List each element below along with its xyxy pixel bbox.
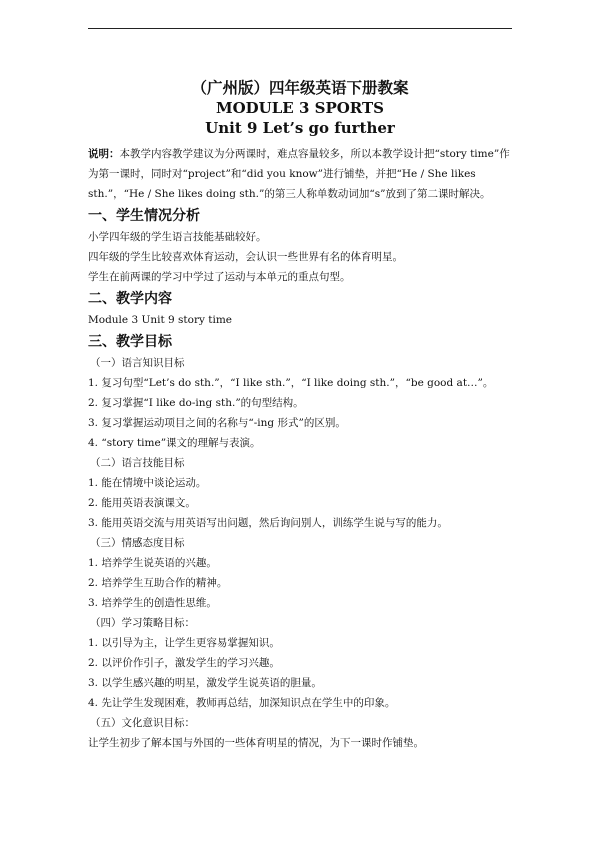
section-1-line: 四年级的学生比较喜欢体育运动，会认识一些世界有名的体育明星。 — [88, 251, 403, 263]
objective-item: 1. 复习句型“Let’s do sth.”，“I like sth.”，“I like doing sth.”，“be good at…”。 — [88, 377, 494, 389]
objective-item: 1. 培养学生说英语的兴趣。 — [88, 557, 217, 569]
document-body — [88, 78, 512, 753]
objective-item: 4. “story time”课文的理解与表演。 — [88, 437, 261, 449]
section-1-line: 学生在前两课的学习中学过了运动与本单元的重点句型。 — [88, 271, 351, 283]
objective-item: 3. 能用英语交流与用英语写出问题，然后询问别人，训练学生说与写的能力。 — [88, 517, 448, 529]
objective-group-title: （四）学习策略目标： — [90, 617, 195, 629]
section-1-heading: 一、学生情况分析 — [88, 208, 200, 224]
objective-group-title: （一）语言知识目标 — [90, 357, 185, 369]
objective-item: 2. 能用英语表演课文。 — [88, 497, 196, 509]
section-2-heading: 二、教学内容 — [88, 291, 172, 307]
objective-item: 2. 复习掌握“I like do-ing sth.”的句型结构。 — [88, 397, 304, 409]
note-text: 本教学内容教学建议为分两课时，难点容量较多，所以本教学设计把“story time”作为第一课时，同时对“project”和“did you know”进行铺垫，并把“He / She likes sth.”，“He / She likes doing sth.”的第三人称单数动词加“s”放到了第二课时解决。 — [88, 148, 510, 200]
doc-title: （广州版）四年级英语下册教案 — [191, 78, 409, 97]
objective-item: 让学生初步了解本国与外国的一些体育明星的情况，为下一课时作铺垫。 — [88, 737, 424, 749]
objective-group-title: （五）文化意识目标： — [90, 717, 195, 729]
objective-item: 2. 培养学生互助合作的精神。 — [88, 577, 228, 589]
objective-item: 3. 培养学生的创造性思维。 — [88, 597, 217, 609]
section-3-heading: 三、教学目标 — [88, 334, 172, 350]
objective-item: 2. 以评价作引子，激发学生的学习兴趣。 — [88, 657, 280, 669]
note-paragraph — [88, 144, 512, 204]
section-2-line: Module 3 Unit 9 story time — [88, 314, 232, 326]
objective-item: 3. 复习掌握运动项目之间的名称与“-ing 形式”的区别。 — [88, 417, 346, 429]
objective-item: 1. 能在情境中谈论运动。 — [88, 477, 207, 489]
objective-group-title: （三）情感态度目标 — [90, 537, 185, 549]
objective-group-title: （二）语言技能目标 — [90, 457, 185, 469]
section-1-line: 小学四年级的学生语言技能基础较好。 — [88, 231, 267, 243]
note-label: 说明： — [88, 148, 120, 160]
objective-item: 1. 以引导为主，让学生更容易掌握知识。 — [88, 637, 280, 649]
module-title: MODULE 3 SPORTS — [216, 99, 384, 117]
objective-item: 4. 先让学生发现困难，教师再总结，加深知识点在学生中的印象。 — [88, 697, 396, 709]
header-rule — [88, 28, 512, 29]
unit-title: Unit 9 Let’s go further — [205, 119, 395, 137]
objective-item: 3. 以学生感兴趣的明星，激发学生说英语的胆量。 — [88, 677, 322, 689]
